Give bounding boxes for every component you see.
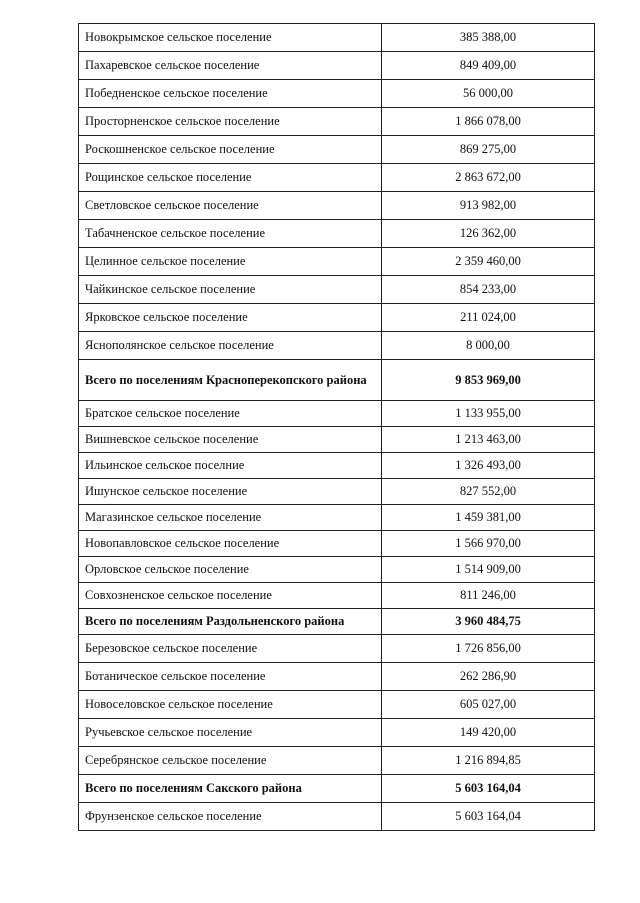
settlement-name-cell: Орловское сельское поселение bbox=[79, 557, 382, 583]
amount-cell: 262 286,90 bbox=[382, 663, 595, 691]
settlement-name-cell: Пахаревское сельское поселение bbox=[79, 52, 382, 80]
settlement-name-cell: Ярковское сельское поселение bbox=[79, 304, 382, 332]
total-row bbox=[79, 609, 595, 635]
table-row bbox=[79, 427, 595, 453]
amount-cell: 1 216 894,85 bbox=[382, 747, 595, 775]
table-row bbox=[79, 192, 595, 220]
settlement-name-cell: Табачненское сельское поселение bbox=[79, 220, 382, 248]
amount-cell: 149 420,00 bbox=[382, 719, 595, 747]
settlement-name-cell: Ручьевское сельское поселение bbox=[79, 719, 382, 747]
settlement-name-cell: Роскошненское сельское поселение bbox=[79, 136, 382, 164]
amount-cell: 811 246,00 bbox=[382, 583, 595, 609]
settlement-name-cell: Новоселовское сельское поселение bbox=[79, 691, 382, 719]
amount-cell: 849 409,00 bbox=[382, 52, 595, 80]
amount-cell: 869 275,00 bbox=[382, 136, 595, 164]
amount-cell: 1 566 970,00 bbox=[382, 531, 595, 557]
settlement-name-cell: Новокрымское сельское поселение bbox=[79, 24, 382, 52]
amount-cell: 8 000,00 bbox=[382, 332, 595, 360]
table-row bbox=[79, 108, 595, 136]
amount-cell: 854 233,00 bbox=[382, 276, 595, 304]
settlement-name-cell: Ишунское сельское поселение bbox=[79, 479, 382, 505]
table-row bbox=[79, 24, 595, 52]
table-row bbox=[79, 332, 595, 360]
amount-cell: 5 603 164,04 bbox=[382, 775, 595, 803]
amount-cell: 913 982,00 bbox=[382, 192, 595, 220]
table-row bbox=[79, 691, 595, 719]
amount-cell: 2 863 672,00 bbox=[382, 164, 595, 192]
amount-cell: 9 853 969,00 bbox=[382, 360, 595, 401]
table-row bbox=[79, 276, 595, 304]
settlement-name-cell: Магазинское сельское поселение bbox=[79, 505, 382, 531]
settlement-name-cell: Яснополянское сельское поселение bbox=[79, 332, 382, 360]
amount-cell: 5 603 164,04 bbox=[382, 803, 595, 831]
settlement-name-cell: Светловское сельское поселение bbox=[79, 192, 382, 220]
table-body bbox=[79, 24, 595, 831]
table-row bbox=[79, 531, 595, 557]
settlement-name-cell: Вишневское сельское поселение bbox=[79, 427, 382, 453]
settlement-name-cell: Братское сельское поселение bbox=[79, 401, 382, 427]
table-row bbox=[79, 557, 595, 583]
amount-cell: 605 027,00 bbox=[382, 691, 595, 719]
settlement-name-cell: Фрунзенское сельское поселение bbox=[79, 803, 382, 831]
settlement-name-cell: Всего по поселениям Красноперекопского района bbox=[79, 360, 382, 401]
amount-cell: 56 000,00 bbox=[382, 80, 595, 108]
amount-cell: 1 213 463,00 bbox=[382, 427, 595, 453]
settlement-name-cell: Ильинское сельское поселние bbox=[79, 453, 382, 479]
settlement-name-cell: Рощинское сельское поселение bbox=[79, 164, 382, 192]
table-row bbox=[79, 248, 595, 276]
table-row bbox=[79, 80, 595, 108]
amount-cell: 1 514 909,00 bbox=[382, 557, 595, 583]
table-row bbox=[79, 505, 595, 531]
table-row bbox=[79, 583, 595, 609]
table-row bbox=[79, 663, 595, 691]
settlement-name-cell: Серебрянское сельское поселение bbox=[79, 747, 382, 775]
table-row bbox=[79, 52, 595, 80]
settlement-name-cell: Всего по поселениям Сакского района bbox=[79, 775, 382, 803]
settlement-name-cell: Всего по поселениям Раздольненского района bbox=[79, 609, 382, 635]
total-row bbox=[79, 360, 595, 401]
amount-cell: 827 552,00 bbox=[382, 479, 595, 505]
settlement-name-cell: Совхозненское сельское поселение bbox=[79, 583, 382, 609]
settlements-table bbox=[78, 23, 595, 831]
table-row bbox=[79, 220, 595, 248]
amount-cell: 1 326 493,00 bbox=[382, 453, 595, 479]
settlement-name-cell: Целинное сельское поселение bbox=[79, 248, 382, 276]
amount-cell: 3 960 484,75 bbox=[382, 609, 595, 635]
table-row bbox=[79, 401, 595, 427]
amount-cell: 2 359 460,00 bbox=[382, 248, 595, 276]
table-row bbox=[79, 719, 595, 747]
table-row bbox=[79, 635, 595, 663]
amount-cell: 126 362,00 bbox=[382, 220, 595, 248]
settlement-name-cell: Победненское сельское поселение bbox=[79, 80, 382, 108]
amount-cell: 211 024,00 bbox=[382, 304, 595, 332]
amount-cell: 1 459 381,00 bbox=[382, 505, 595, 531]
table-row bbox=[79, 453, 595, 479]
amount-cell: 1 133 955,00 bbox=[382, 401, 595, 427]
table-row bbox=[79, 747, 595, 775]
settlement-name-cell: Новопавловское сельское поселение bbox=[79, 531, 382, 557]
table-row bbox=[79, 803, 595, 831]
amount-cell: 385 388,00 bbox=[382, 24, 595, 52]
settlement-name-cell: Березовское сельское поселение bbox=[79, 635, 382, 663]
settlement-name-cell: Чайкинское сельское поселение bbox=[79, 276, 382, 304]
table-row bbox=[79, 304, 595, 332]
table-row bbox=[79, 479, 595, 505]
amount-cell: 1 726 856,00 bbox=[382, 635, 595, 663]
amount-cell: 1 866 078,00 bbox=[382, 108, 595, 136]
table-row bbox=[79, 136, 595, 164]
table-row bbox=[79, 164, 595, 192]
document-page bbox=[78, 23, 594, 831]
settlement-name-cell: Просторненское сельское поселение bbox=[79, 108, 382, 136]
settlement-name-cell: Ботаническое сельское поселение bbox=[79, 663, 382, 691]
total-row bbox=[79, 775, 595, 803]
